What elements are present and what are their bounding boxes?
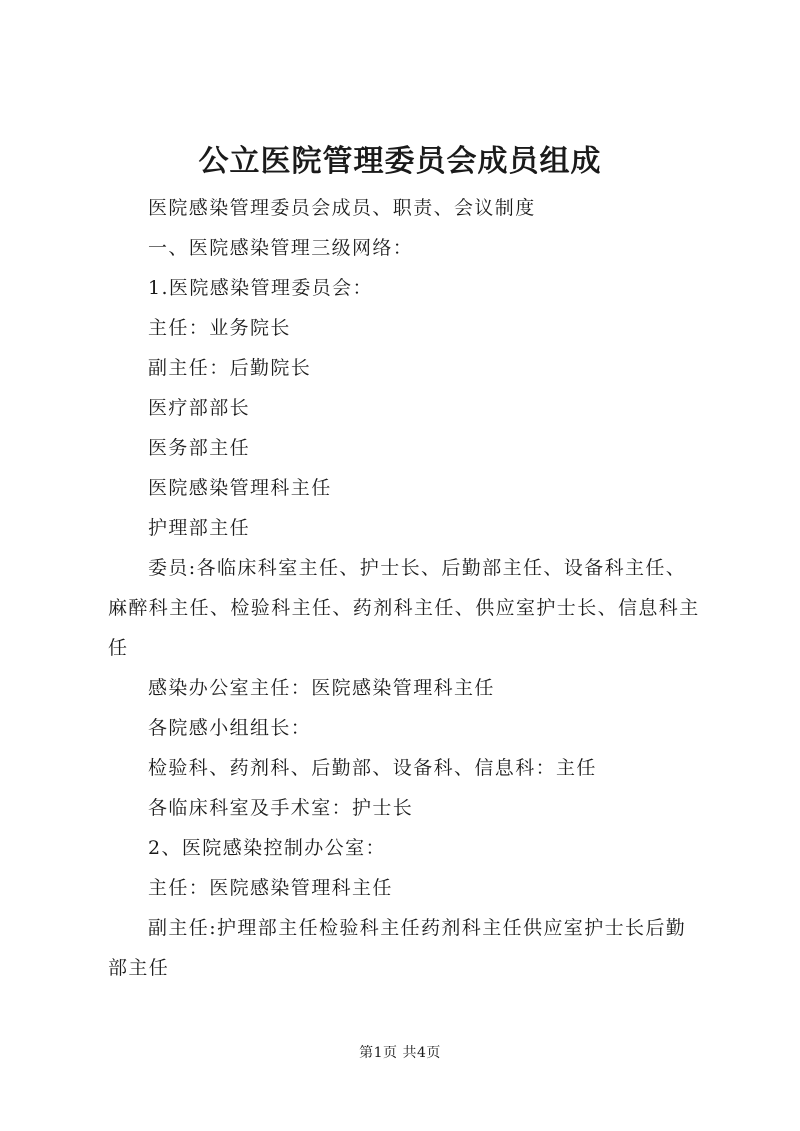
paragraph: 2、医院感染控制办公室： <box>148 837 386 859</box>
paragraph: 1.医院感染管理委员会： <box>148 277 373 299</box>
paragraph: 医务部主任 <box>148 437 251 459</box>
paragraph: 医疗部部长 <box>148 397 251 419</box>
paragraph: 医院感染管理科主任 <box>148 477 332 499</box>
paragraph: 副主任:护理部主任检验科主任药剂科主任供应室护士长后勤部主任 <box>108 917 687 979</box>
paragraph: 各院感小组组长： <box>148 717 312 739</box>
paragraph: 医院感染管理委员会成员、职责、会议制度 <box>148 197 536 219</box>
document-title: 公立医院管理委员会成员组成 <box>198 144 602 179</box>
paragraph: 各临床科室及手术室：护士长 <box>148 797 414 819</box>
paragraph: 委员:各临床科室主任、护士长、后勤部主任、设备科主任、麻醉科主任、检验科主任、药剂科主任、供应室护士长、信息科主任 <box>108 557 700 659</box>
page-footer: 第1页 共4页 <box>359 1045 441 1061</box>
document-body <box>108 188 704 988</box>
paragraph: 主任：业务院长 <box>148 317 291 339</box>
paragraph: 护理部主任 <box>148 517 251 539</box>
paragraph: 感染办公室主任：医院感染管理科主任 <box>148 677 495 699</box>
paragraph: 一、医院感染管理三级网络： <box>148 237 414 259</box>
paragraph: 检验科、药剂科、后勤部、设备科、信息科：主任 <box>148 757 597 779</box>
paragraph: 副主任：后勤院长 <box>148 357 312 379</box>
paragraph: 主任：医院感染管理科主任 <box>148 877 393 899</box>
